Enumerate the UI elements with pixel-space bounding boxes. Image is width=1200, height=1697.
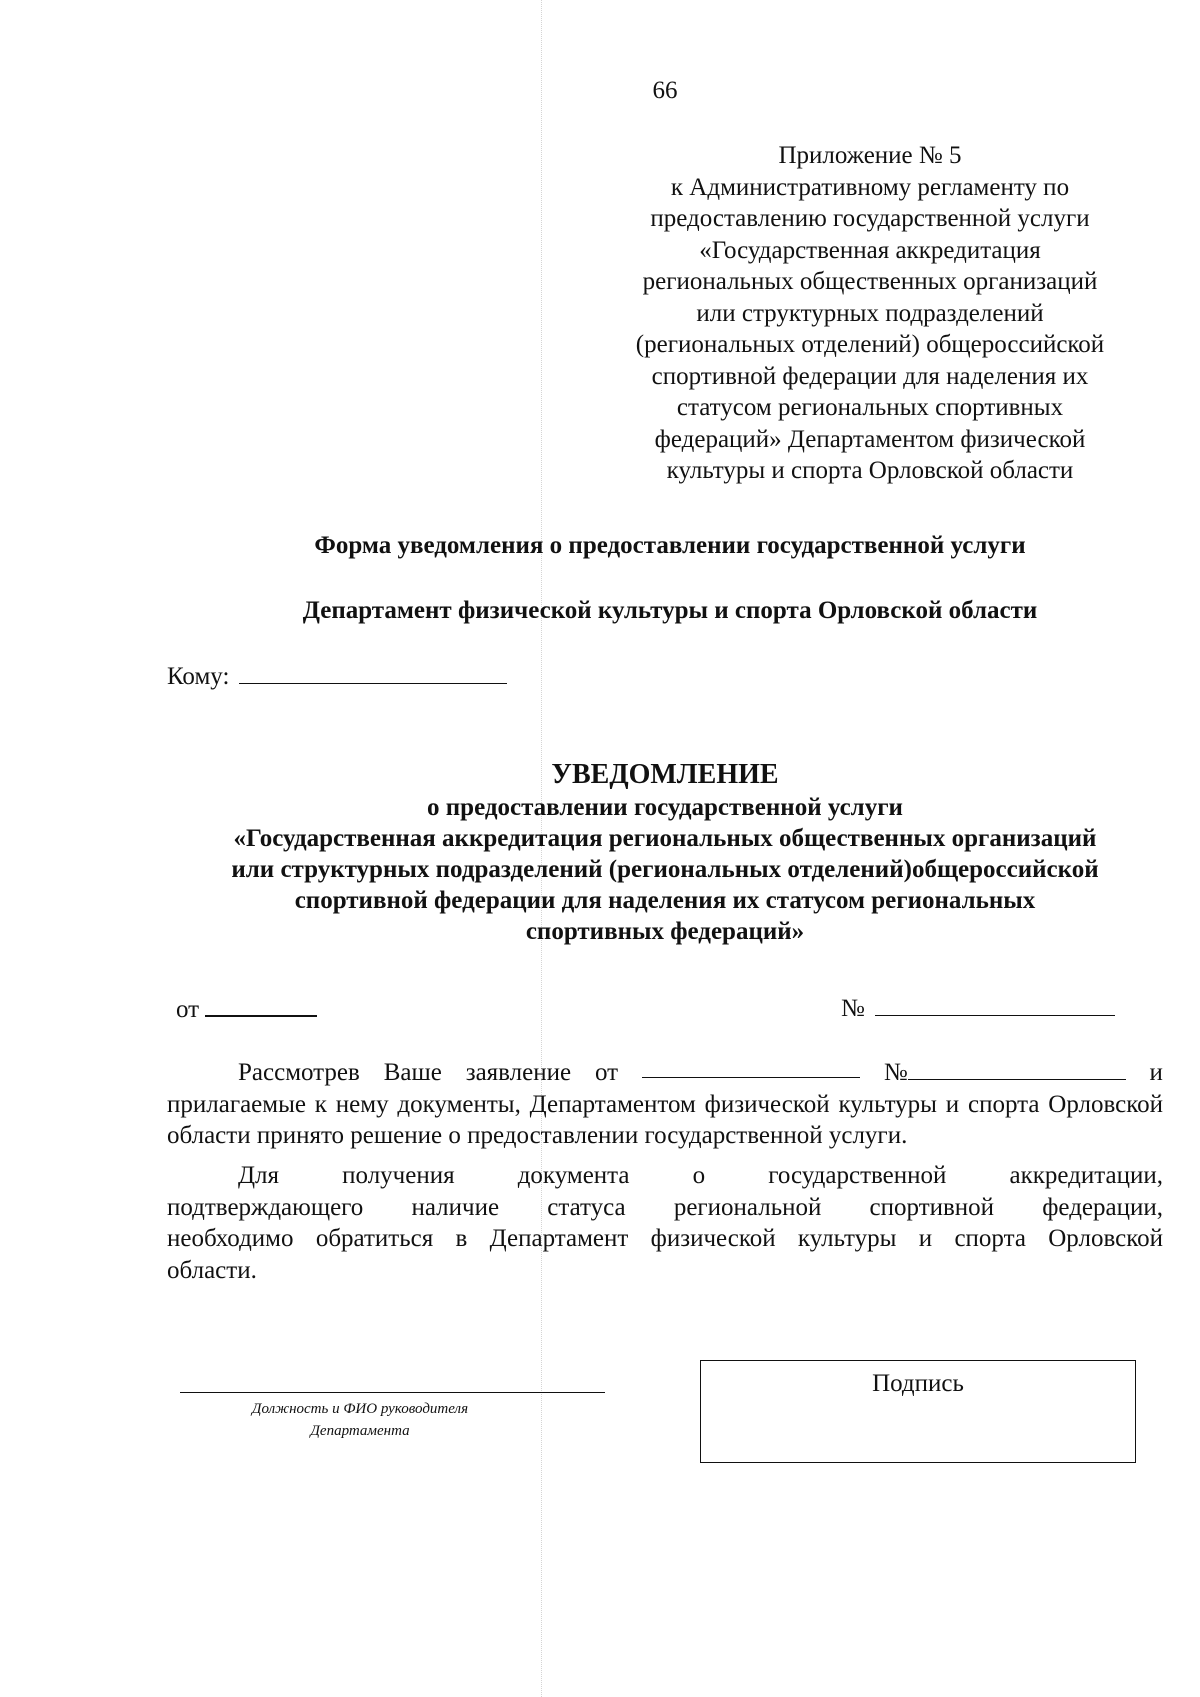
appendix-line: спортивной федерации для наделения их: [651, 362, 1089, 390]
paragraph-line: области.: [167, 1256, 257, 1284]
word: государственной: [768, 1162, 947, 1189]
appendix-line: «Государственная аккредитация: [699, 236, 1041, 264]
appendix-line: Приложение № 5: [778, 142, 962, 169]
appendix-line: федераций» Департаментом физической: [654, 425, 1086, 453]
appendix-line: к Административному регламенту по: [670, 173, 1070, 201]
word: статуса: [547, 1193, 626, 1221]
word: федерации,: [1042, 1193, 1163, 1221]
word: спортивной: [869, 1193, 995, 1221]
official-caption: [210, 1398, 510, 1442]
word: обратиться: [315, 1225, 434, 1252]
official-caption-line: Департамента: [310, 1423, 410, 1439]
application-date-field[interactable]: [642, 1057, 860, 1078]
word: от: [594, 1059, 619, 1086]
appendix-reference: [600, 140, 1140, 487]
notice-line: о предоставлении государственной услуги: [427, 794, 903, 821]
word: региональной: [673, 1193, 822, 1221]
paragraph-line: [167, 1160, 1163, 1192]
paragraph-instructions: [167, 1160, 1163, 1286]
application-number-field[interactable]: [908, 1059, 1126, 1080]
page-number: 66: [652, 77, 678, 104]
word: Орловской: [1048, 1225, 1163, 1252]
word: подтверждающего: [167, 1193, 364, 1221]
paragraph-line: [167, 1192, 1163, 1224]
appendix-line: статусом региональных спортивных: [676, 394, 1064, 421]
notice-heading: УВЕДОМЛЕНИЕ: [551, 759, 779, 790]
signature-box-label: Подпись: [872, 1370, 964, 1397]
word: документа: [517, 1162, 630, 1189]
date-label: от: [176, 996, 200, 1023]
department-title: Департамент физической культуры и спорта Орловской области: [302, 597, 1038, 624]
word: аккредитации,: [1009, 1162, 1163, 1189]
word: Для: [238, 1162, 280, 1189]
official-caption-line: Должность и ФИО руководителя: [251, 1401, 469, 1417]
number-field[interactable]: [875, 993, 1115, 1016]
word: в: [455, 1225, 468, 1252]
appendix-line: региональных общественных организаций: [642, 268, 1098, 295]
recipient-field[interactable]: [239, 661, 507, 684]
recipient-label: Кому:: [167, 663, 230, 690]
number-sign: [884, 1057, 1126, 1089]
recipient-row: [167, 661, 507, 692]
notice-header: [140, 757, 1190, 947]
word: спорта: [954, 1225, 1026, 1252]
word: физической: [650, 1225, 776, 1252]
word: о: [692, 1162, 706, 1189]
notice-line: спортивных федераций»: [525, 918, 805, 945]
word: культуры: [797, 1225, 897, 1252]
word: заявление: [465, 1059, 572, 1086]
paragraph-rest: прилагаемые к нему документы, Департаментом физической культуры и спорта Орловской области принято решение о предоставлении государственной услуги.: [167, 1090, 1163, 1149]
paragraph-decision: [167, 1057, 1163, 1152]
word: наличие: [411, 1193, 500, 1221]
signature-box[interactable]: [700, 1360, 1136, 1463]
appendix-line: предоставлению государственной услуги: [650, 205, 1090, 232]
paragraph-line: [167, 1223, 1163, 1255]
number-sign-text: №: [883, 1059, 908, 1086]
word: и: [1149, 1059, 1163, 1086]
date-row: [176, 993, 317, 1025]
form-title: Форма уведомления о предоставлении государственной услуги: [314, 532, 1026, 559]
notice-line: или структурных подразделений (региональных отделений)общероссийской: [231, 856, 1099, 883]
word: Департамент: [489, 1225, 629, 1252]
notice-line: «Государственная аккредитация региональных общественных организаций: [233, 825, 1097, 852]
number-label: №: [841, 995, 865, 1022]
appendix-line: культуры и спорта Орловской области: [666, 457, 1074, 484]
appendix-line: (региональных отделений) общероссийской: [635, 331, 1105, 358]
date-field[interactable]: [205, 993, 317, 1017]
word: Ваше: [383, 1059, 442, 1086]
official-signature-line[interactable]: [180, 1392, 605, 1393]
word: Рассмотрев: [238, 1059, 360, 1086]
paragraph-line: [167, 1057, 1163, 1089]
appendix-line: или структурных подразделений: [696, 299, 1044, 327]
notice-line: спортивной федерации для наделения их статусом региональных: [294, 887, 1036, 914]
word: и: [918, 1225, 933, 1252]
word: получения: [342, 1162, 455, 1189]
number-row: [841, 993, 1115, 1024]
word: необходимо: [167, 1225, 294, 1252]
